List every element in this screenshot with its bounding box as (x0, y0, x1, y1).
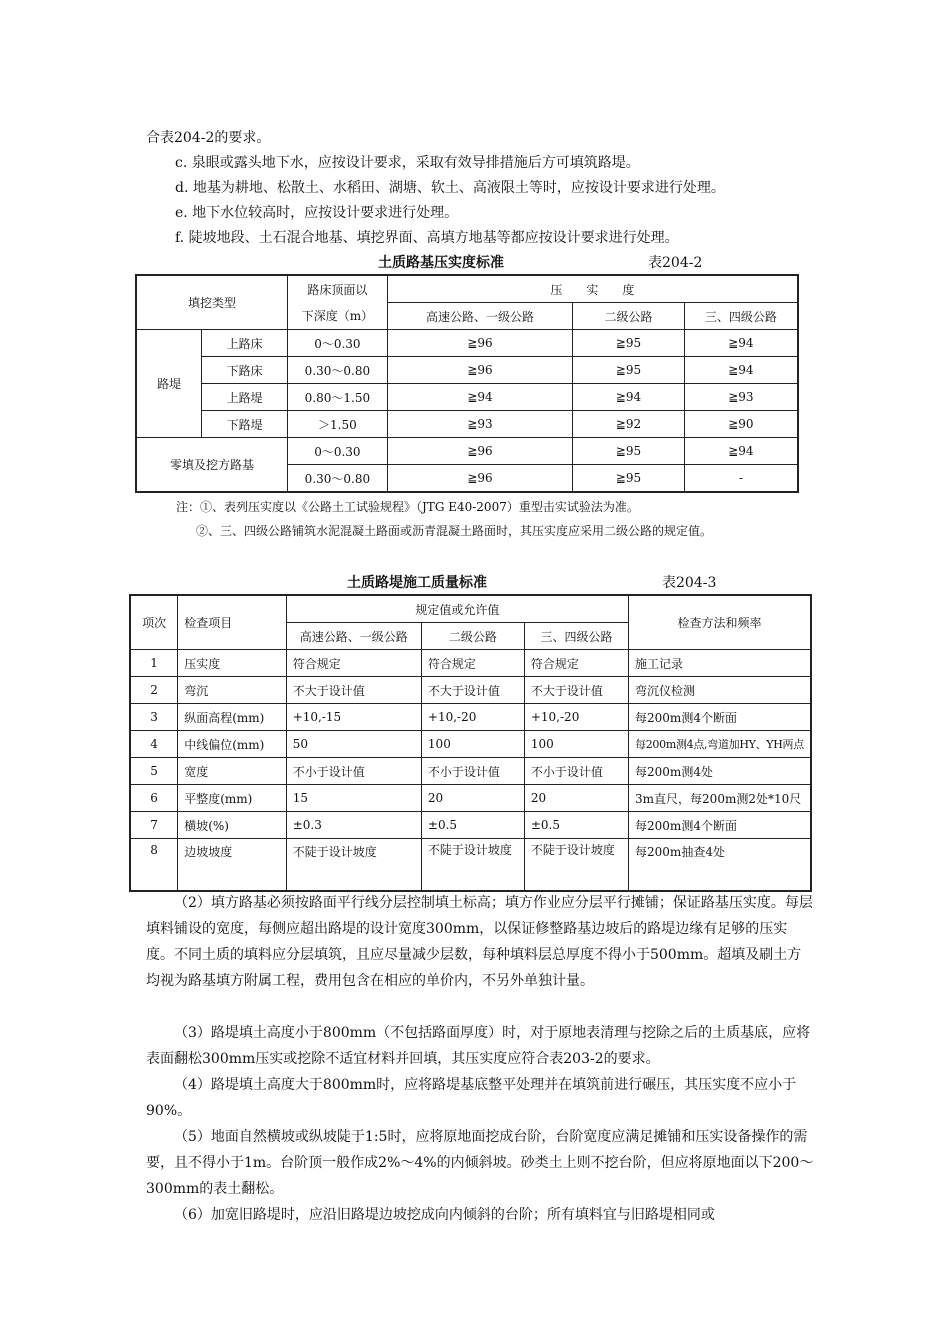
header-no: 项次 (130, 595, 178, 650)
row-value: ≧93 (387, 411, 572, 438)
row-name: 上路床 (202, 330, 288, 357)
row-depth: 0～0.30 (287, 330, 387, 357)
header-highway: 高速公路、一级公路 (387, 303, 572, 330)
row-no: 1 (130, 650, 178, 677)
row-no: 3 (130, 704, 178, 731)
paragraph-4: （4）路堤填土高度大于800mm时，应将路堤基底整平处理并在填筑前进行碾压，其压实度不应小于90%。 (146, 1077, 797, 1119)
header-fill-type: 填挖类型 (136, 275, 287, 330)
row-no: 7 (130, 812, 178, 839)
header-depth-line2: 下深度（m） (287, 303, 387, 330)
group-embankment: 路堤 (136, 330, 202, 438)
table1-number: 表204-2 (648, 255, 703, 271)
row-item: 横坡(%) (178, 812, 287, 839)
row-item: 边坡坡度 (178, 839, 287, 891)
row-value: 50 (286, 731, 421, 758)
row-value: ≧93 (684, 384, 798, 411)
row-value: ≧96 (387, 465, 572, 493)
row-depth: 0.80～1.50 (287, 384, 387, 411)
row-value: 符合规定 (524, 650, 628, 677)
paragraph-3: （3）路堤填土高度小于800mm（不包括路面厚度）时，对于原地表清理与挖除之后的土质基底，应将表面翻松300mm压实或挖除不适宜材料并回填，其压实度应符合表203-2的要求。 (146, 1025, 811, 1067)
row-method: 每200m测4个断面 (629, 704, 811, 731)
row-value: 不大于设计值 (421, 677, 524, 704)
row-name: 下路床 (202, 357, 288, 384)
row-value: 不大于设计值 (286, 677, 421, 704)
row-value: ±0.5 (524, 812, 628, 839)
row-value: ≧95 (573, 438, 685, 465)
intro-line-0: 合表204-2的要求。 (146, 130, 271, 146)
row-method: 3m直尺，每200m测2处*10尺 (629, 785, 811, 812)
row-depth: 0.30～0.80 (287, 357, 387, 384)
row-item: 纵面高程(mm) (178, 704, 287, 731)
intro-item-c: c. 泉眼或露头地下水，应按设计要求，采取有效导排措施后方可填筑路堤。 (175, 155, 640, 171)
paragraph-2: （2）填方路基必须按路面平行线分层控制填土标高；填方作业应分层平行摊铺；保证路基压实度。每层填料铺设的宽度，每侧应超出路堤的设计宽度300mm，以保证修整路基边坡后的路堤边缘有足够的压实度。不同土质的填料应分层填筑，且应尽量减少层数，每种填料层总厚度不得小于500mm。超填及刷土方均视为路基填方附属工程，费用包含在相应的单价内，不另外单独计量。 (146, 895, 813, 989)
table-row (130, 839, 811, 891)
row-no: 6 (130, 785, 178, 812)
row-name: 上路堤 (202, 384, 288, 411)
table1-title: 土质路基压实度标准 (378, 255, 504, 271)
row-value: ≧94 (573, 384, 685, 411)
group-cut-fill: 零填及挖方路基 (136, 438, 287, 493)
row-value: ≧96 (387, 438, 572, 465)
row-value: 不陡于设计坡度 (524, 839, 628, 891)
row-value: +10,-20 (524, 704, 628, 731)
table2-title: 土质路堤施工质量标准 (347, 575, 487, 591)
row-no: 4 (130, 731, 178, 758)
row-value: 不陡于设计坡度 (421, 839, 524, 891)
header-grade2: 二级公路 (421, 623, 524, 650)
row-method: 每200m测4处 (629, 758, 811, 785)
header-grade34: 三、四级公路 (524, 623, 628, 650)
row-depth: ＞1.50 (287, 411, 387, 438)
row-value: 不小于设计值 (286, 758, 421, 785)
row-item: 宽度 (178, 758, 287, 785)
row-value: - (684, 465, 798, 493)
table-row (130, 785, 811, 812)
row-value: ≧94 (387, 384, 572, 411)
row-value: ≧96 (387, 330, 572, 357)
row-value: 20 (524, 785, 628, 812)
intro-item-e: e. 地下水位较高时，应按设计要求进行处理。 (175, 205, 459, 221)
row-value: ≧96 (387, 357, 572, 384)
intro-item-f: f. 陡坡地段、土石混合地基、填挖界面、高填方地基等都应按设计要求进行处理。 (175, 230, 679, 246)
row-value: 20 (421, 785, 524, 812)
row-method: 弯沉仪检测 (629, 677, 811, 704)
row-value: 100 (421, 731, 524, 758)
header-grade34: 三、四级公路 (684, 303, 798, 330)
row-no: 2 (130, 677, 178, 704)
table2-number: 表204-3 (662, 575, 717, 591)
row-value: 符合规定 (421, 650, 524, 677)
compaction-standard-table (135, 274, 799, 493)
table1-note-2: ②、三、四级公路铺筑水泥混凝土路面或沥青混凝土路面时，其压实度应采用二级公路的规定值。 (196, 524, 713, 538)
row-value: 不小于设计值 (524, 758, 628, 785)
intro-item-d: d. 地基为耕地、松散土、水稻田、湖塘、软土、高液限土等时，应按设计要求进行处理。 (175, 180, 725, 196)
header-compaction: 压 实 度 (387, 275, 798, 303)
table1-note-1: 注：①、表列压实度以《公路土工试验规程》（JTG E40-2007）重型击实试验法为准。 (176, 500, 639, 514)
row-value: +10,-15 (286, 704, 421, 731)
row-item: 中线偏位(mm) (178, 731, 287, 758)
header-item: 检查项目 (178, 595, 287, 650)
row-value: 100 (524, 731, 628, 758)
table-row (130, 704, 811, 731)
row-value: 不小于设计值 (421, 758, 524, 785)
quality-standard-table (129, 594, 812, 892)
row-item: 弯沉 (178, 677, 287, 704)
row-value: ≧90 (684, 411, 798, 438)
row-depth: 0.30～0.80 (287, 465, 387, 493)
header-spec: 规定值或允许值 (286, 595, 628, 623)
row-value: ≧94 (684, 330, 798, 357)
row-value: 不陡于设计坡度 (286, 839, 421, 891)
row-item: 平整度(mm) (178, 785, 287, 812)
row-method: 每200m抽查4处 (629, 839, 811, 891)
table-row (130, 650, 811, 677)
row-value: 15 (286, 785, 421, 812)
row-method: 每200m测4点,弯道加HY、YH两点 (629, 731, 811, 758)
header-highway: 高速公路、一级公路 (286, 623, 421, 650)
row-no: 8 (130, 839, 178, 891)
row-value: +10,-20 (421, 704, 524, 731)
paragraph-5: （5）地面自然横坡或纵坡陡于1:5时，应将原地面挖成台阶，台阶宽度应满足摊铺和压实设备操作的需要，且不得小于1m。台阶顶一般作成2%～4%的内倾斜坡。砂类土上则不挖台阶，但应将原地面以下200～300mm的表土翻松。 (146, 1129, 814, 1197)
row-depth: 0～0.30 (287, 438, 387, 465)
row-value: ≧94 (684, 357, 798, 384)
row-value: ≧94 (684, 438, 798, 465)
row-value: ±0.5 (421, 812, 524, 839)
row-method: 每200m测4个断面 (629, 812, 811, 839)
table-row (130, 677, 811, 704)
header-depth-line1: 路床顶面以 (287, 275, 387, 303)
paragraph-6: （6）加宽旧路堤时，应沿旧路堤边坡挖成向内倾斜的台阶；所有填料宜与旧路堤相同或 (174, 1207, 715, 1223)
row-value: ±0.3 (286, 812, 421, 839)
row-value: ≧95 (573, 330, 685, 357)
row-value: 符合规定 (286, 650, 421, 677)
row-value: 不大于设计值 (524, 677, 628, 704)
table-row (130, 731, 811, 758)
table-row (130, 758, 811, 785)
row-method: 施工记录 (629, 650, 811, 677)
row-item: 压实度 (178, 650, 287, 677)
row-value: ≧95 (573, 357, 685, 384)
header-method: 检查方法和频率 (629, 595, 811, 650)
table-row (130, 812, 811, 839)
row-name: 下路堤 (202, 411, 288, 438)
header-grade2: 二级公路 (573, 303, 685, 330)
row-value: ≧95 (573, 465, 685, 493)
row-value: ≧92 (573, 411, 685, 438)
row-no: 5 (130, 758, 178, 785)
